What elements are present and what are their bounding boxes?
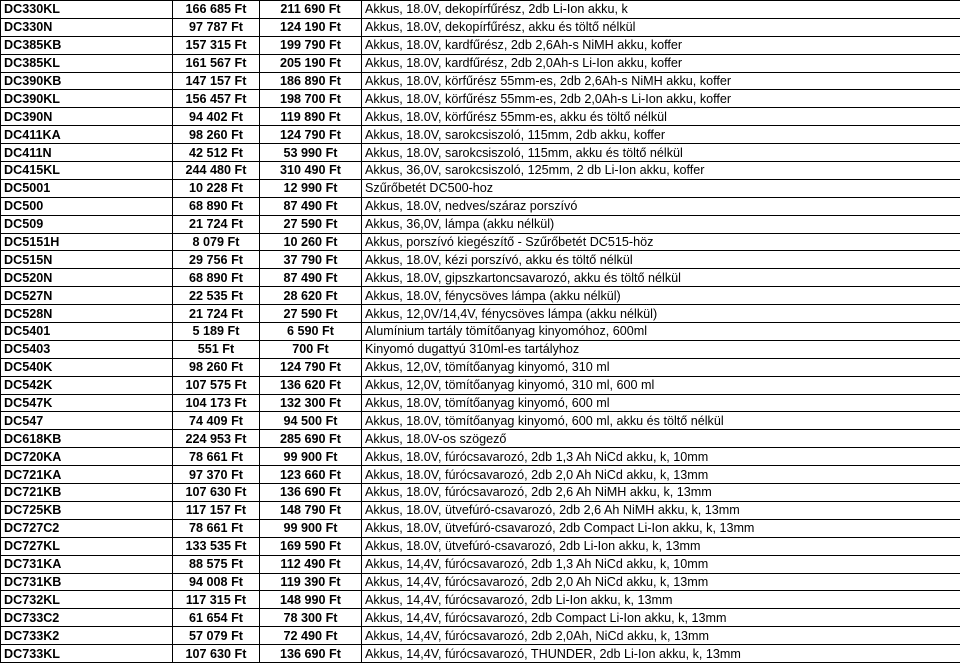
gross-price-cell: 99 900 Ft [260,519,362,537]
net-price-cell: 147 157 Ft [173,72,260,90]
gross-price-cell: 211 690 Ft [260,1,362,19]
description-cell: Akkus, 18.0V, nedves/száraz porszívó [362,197,960,215]
product-code-cell: DC500 [1,197,173,215]
gross-price-cell: 12 990 Ft [260,179,362,197]
net-price-cell: 166 685 Ft [173,1,260,19]
net-price-cell: 5 189 Ft [173,323,260,341]
net-price-cell: 551 Ft [173,340,260,358]
table-row [1,609,960,627]
table-row [1,18,960,36]
product-code-cell: DC542K [1,376,173,394]
gross-price-cell: 132 300 Ft [260,394,362,412]
net-price-cell: 107 630 Ft [173,645,260,663]
gross-price-cell: 148 790 Ft [260,501,362,519]
description-cell: Akkus, 18.0V, sarokcsiszoló, 115mm, akku és töltő nélkül [362,144,960,162]
product-code-cell: DC733C2 [1,609,173,627]
gross-price-cell: 169 590 Ft [260,537,362,555]
table-row [1,144,960,162]
product-code-cell: DC390KL [1,90,173,108]
table-row [1,126,960,144]
description-cell: Akkus, 18.0V, ütvefúró-csavarozó, 2db Li-Ion akku, k, 13mm [362,537,960,555]
product-code-cell: DC731KB [1,573,173,591]
gross-price-cell: 53 990 Ft [260,144,362,162]
table-row [1,251,960,269]
gross-price-cell: 148 990 Ft [260,591,362,609]
table-row [1,358,960,376]
net-price-cell: 8 079 Ft [173,233,260,251]
description-cell: Akkus, 18.0V, ütvefúró-csavarozó, 2db Compact Li-Ion akku, k, 13mm [362,519,960,537]
net-price-cell: 133 535 Ft [173,537,260,555]
description-cell: Akkus, 36,0V, lámpa (akku nélkül) [362,215,960,233]
description-cell: Akkus, 14,4V, fúrócsavarozó, THUNDER, 2db Li-Ion akku, k, 13mm [362,645,960,663]
description-cell: Akkus, 14,4V, fúrócsavarozó, 2db Li-Ion akku, k, 13mm [362,591,960,609]
product-code-cell: DC727KL [1,537,173,555]
description-cell: Akkus, porszívó kiegészítő - Szűrőbetét DC515-höz [362,233,960,251]
net-price-cell: 117 157 Ft [173,501,260,519]
table-row [1,305,960,323]
gross-price-cell: 28 620 Ft [260,287,362,305]
net-price-cell: 98 260 Ft [173,358,260,376]
product-code-cell: DC540K [1,358,173,376]
description-cell: Akkus, 18.0V, fúrócsavarozó, 2db 2,0 Ah NiCd akku, k, 13mm [362,466,960,484]
product-code-cell: DC731KA [1,555,173,573]
table-row [1,323,960,341]
description-cell: Akkus, 18.0V, kardfűrész, 2db 2,0Ah-s Li-Ion akku, koffer [362,54,960,72]
table-row [1,448,960,466]
gross-price-cell: 136 690 Ft [260,484,362,502]
product-code-cell: DC725KB [1,501,173,519]
net-price-cell: 10 228 Ft [173,179,260,197]
net-price-cell: 98 260 Ft [173,126,260,144]
description-cell: Akkus, 12,0V, tömítőanyag kinyomó, 310 ml, 600 ml [362,376,960,394]
gross-price-cell: 186 890 Ft [260,72,362,90]
table-row [1,501,960,519]
table-row [1,412,960,430]
product-code-cell: DC509 [1,215,173,233]
net-price-cell: 22 535 Ft [173,287,260,305]
table-row [1,591,960,609]
gross-price-cell: 124 190 Ft [260,18,362,36]
gross-price-cell: 285 690 Ft [260,430,362,448]
description-cell: Akkus, 18.0V, dekopírfűrész, 2db Li-Ion akku, k [362,1,960,19]
gross-price-cell: 27 590 Ft [260,305,362,323]
table-row [1,36,960,54]
product-code-cell: DC547 [1,412,173,430]
table-row [1,179,960,197]
product-code-cell: DC733K2 [1,627,173,645]
gross-price-cell: 198 700 Ft [260,90,362,108]
table-row [1,90,960,108]
gross-price-cell: 6 590 Ft [260,323,362,341]
description-cell: Akkus, 36,0V, sarokcsiszoló, 125mm, 2 db Li-Ion akku, koffer [362,162,960,180]
product-code-cell: DC720KA [1,448,173,466]
description-cell: Akkus, 12,0V, tömítőanyag kinyomó, 310 ml [362,358,960,376]
net-price-cell: 74 409 Ft [173,412,260,430]
description-cell: Akkus, 14,4V, fúrócsavarozó, 2db 2,0Ah, NiCd akku, k, 13mm [362,627,960,645]
gross-price-cell: 700 Ft [260,340,362,358]
product-code-cell: DC5401 [1,323,173,341]
net-price-cell: 21 724 Ft [173,305,260,323]
gross-price-cell: 72 490 Ft [260,627,362,645]
net-price-cell: 57 079 Ft [173,627,260,645]
net-price-cell: 68 890 Ft [173,269,260,287]
product-code-cell: DC5151H [1,233,173,251]
product-code-cell: DC527N [1,287,173,305]
table-row [1,519,960,537]
gross-price-cell: 94 500 Ft [260,412,362,430]
description-cell: Akkus, 18.0V, dekopírfűrész, akku és töltő nélkül [362,18,960,36]
product-code-cell: DC5001 [1,179,173,197]
gross-price-cell: 124 790 Ft [260,358,362,376]
net-price-cell: 224 953 Ft [173,430,260,448]
gross-price-cell: 119 390 Ft [260,573,362,591]
table-row [1,1,960,19]
product-code-cell: DC5403 [1,340,173,358]
net-price-cell: 97 787 Ft [173,18,260,36]
product-code-cell: DC330KL [1,1,173,19]
product-code-cell: DC733KL [1,645,173,663]
net-price-cell: 42 512 Ft [173,144,260,162]
product-code-cell: DC385KB [1,36,173,54]
gross-price-cell: 112 490 Ft [260,555,362,573]
description-cell: Akkus, 18.0V, sarokcsiszoló, 115mm, 2db akku, koffer [362,126,960,144]
net-price-cell: 107 630 Ft [173,484,260,502]
net-price-cell: 104 173 Ft [173,394,260,412]
table-row [1,376,960,394]
net-price-cell: 156 457 Ft [173,90,260,108]
net-price-cell: 78 661 Ft [173,448,260,466]
table-row [1,555,960,573]
gross-price-cell: 119 890 Ft [260,108,362,126]
table-row [1,394,960,412]
product-code-cell: DC330N [1,18,173,36]
description-cell: Kinyomó dugattyú 310ml-es tartályhoz [362,340,960,358]
gross-price-cell: 199 790 Ft [260,36,362,54]
net-price-cell: 94 402 Ft [173,108,260,126]
description-cell: Akkus, 14,4V, fúrócsavarozó, 2db 1,3 Ah NiCd akku, k, 10mm [362,555,960,573]
table-row [1,645,960,663]
gross-price-cell: 78 300 Ft [260,609,362,627]
description-cell: Akkus, 18.0V, kézi porszívó, akku és töltő nélkül [362,251,960,269]
product-code-cell: DC721KB [1,484,173,502]
description-cell: Szűrőbetét DC500-hoz [362,179,960,197]
net-price-cell: 107 575 Ft [173,376,260,394]
description-cell: Akkus, 18.0V, körfűrész 55mm-es, 2db 2,6Ah-s NiMH akku, koffer [362,72,960,90]
table-row [1,269,960,287]
table-row [1,54,960,72]
gross-price-cell: 136 620 Ft [260,376,362,394]
description-cell: Akkus, 18.0V, gipszkartoncsavarozó, akku és töltő nélkül [362,269,960,287]
table-row [1,197,960,215]
product-code-cell: DC721KA [1,466,173,484]
net-price-cell: 68 890 Ft [173,197,260,215]
net-price-cell: 61 654 Ft [173,609,260,627]
gross-price-cell: 124 790 Ft [260,126,362,144]
description-cell: Akkus, 18.0V, körfűrész 55mm-es, akku és töltő nélkül [362,108,960,126]
description-cell: Akkus, 18.0V, körfűrész 55mm-es, 2db 2,0Ah-s Li-Ion akku, koffer [362,90,960,108]
product-code-cell: DC528N [1,305,173,323]
table-row [1,627,960,645]
product-code-cell: DC415KL [1,162,173,180]
description-cell: Akkus, 18.0V, ütvefúró-csavarozó, 2db 2,6 Ah NiMH akku, k, 13mm [362,501,960,519]
table-row [1,537,960,555]
description-cell: Akkus, 18.0V, tömítőanyag kinyomó, 600 ml, akku és töltő nélkül [362,412,960,430]
product-code-cell: DC411N [1,144,173,162]
description-cell: Akkus, 14,4V, fúrócsavarozó, 2db 2,0 Ah NiCd akku, k, 13mm [362,573,960,591]
table-row [1,162,960,180]
description-cell: Akkus, 18.0V-os szögező [362,430,960,448]
net-price-cell: 94 008 Ft [173,573,260,591]
product-code-cell: DC732KL [1,591,173,609]
net-price-cell: 29 756 Ft [173,251,260,269]
description-cell: Akkus, 18.0V, kardfűrész, 2db 2,6Ah-s NiMH akku, koffer [362,36,960,54]
gross-price-cell: 123 660 Ft [260,466,362,484]
product-code-cell: DC727C2 [1,519,173,537]
product-code-cell: DC547K [1,394,173,412]
table-row [1,430,960,448]
product-code-cell: DC390KB [1,72,173,90]
net-price-cell: 117 315 Ft [173,591,260,609]
table-row [1,466,960,484]
description-cell: Akkus, 18.0V, fénycsöves lámpa (akku nélkül) [362,287,960,305]
gross-price-cell: 136 690 Ft [260,645,362,663]
product-code-cell: DC515N [1,251,173,269]
product-code-cell: DC411KA [1,126,173,144]
product-code-cell: DC390N [1,108,173,126]
table-row [1,287,960,305]
gross-price-cell: 310 490 Ft [260,162,362,180]
table-row [1,215,960,233]
table-row [1,233,960,251]
gross-price-cell: 87 490 Ft [260,269,362,287]
net-price-cell: 97 370 Ft [173,466,260,484]
table-row [1,340,960,358]
net-price-cell: 244 480 Ft [173,162,260,180]
description-cell: Akkus, 12,0V/14,4V, fénycsöves lámpa (akku nélkül) [362,305,960,323]
description-cell: Akkus, 18.0V, fúrócsavarozó, 2db 1,3 Ah NiCd akku, k, 10mm [362,448,960,466]
table-row [1,72,960,90]
description-cell: Alumínium tartály tömítőanyag kinyomóhoz, 600ml [362,323,960,341]
gross-price-cell: 87 490 Ft [260,197,362,215]
net-price-cell: 21 724 Ft [173,215,260,233]
net-price-cell: 157 315 Ft [173,36,260,54]
description-cell: Akkus, 18.0V, tömítőanyag kinyomó, 600 ml [362,394,960,412]
gross-price-cell: 10 260 Ft [260,233,362,251]
description-cell: Akkus, 14,4V, fúrócsavarozó, 2db Compact Li-Ion akku, k, 13mm [362,609,960,627]
table-row [1,108,960,126]
net-price-cell: 78 661 Ft [173,519,260,537]
product-code-cell: DC618KB [1,430,173,448]
gross-price-cell: 27 590 Ft [260,215,362,233]
gross-price-cell: 205 190 Ft [260,54,362,72]
gross-price-cell: 99 900 Ft [260,448,362,466]
gross-price-cell: 37 790 Ft [260,251,362,269]
product-code-cell: DC385KL [1,54,173,72]
net-price-cell: 88 575 Ft [173,555,260,573]
price-list-body [1,1,960,663]
net-price-cell: 161 567 Ft [173,54,260,72]
table-row [1,484,960,502]
description-cell: Akkus, 18.0V, fúrócsavarozó, 2db 2,6 Ah NiMH akku, k, 13mm [362,484,960,502]
product-code-cell: DC520N [1,269,173,287]
table-row [1,573,960,591]
